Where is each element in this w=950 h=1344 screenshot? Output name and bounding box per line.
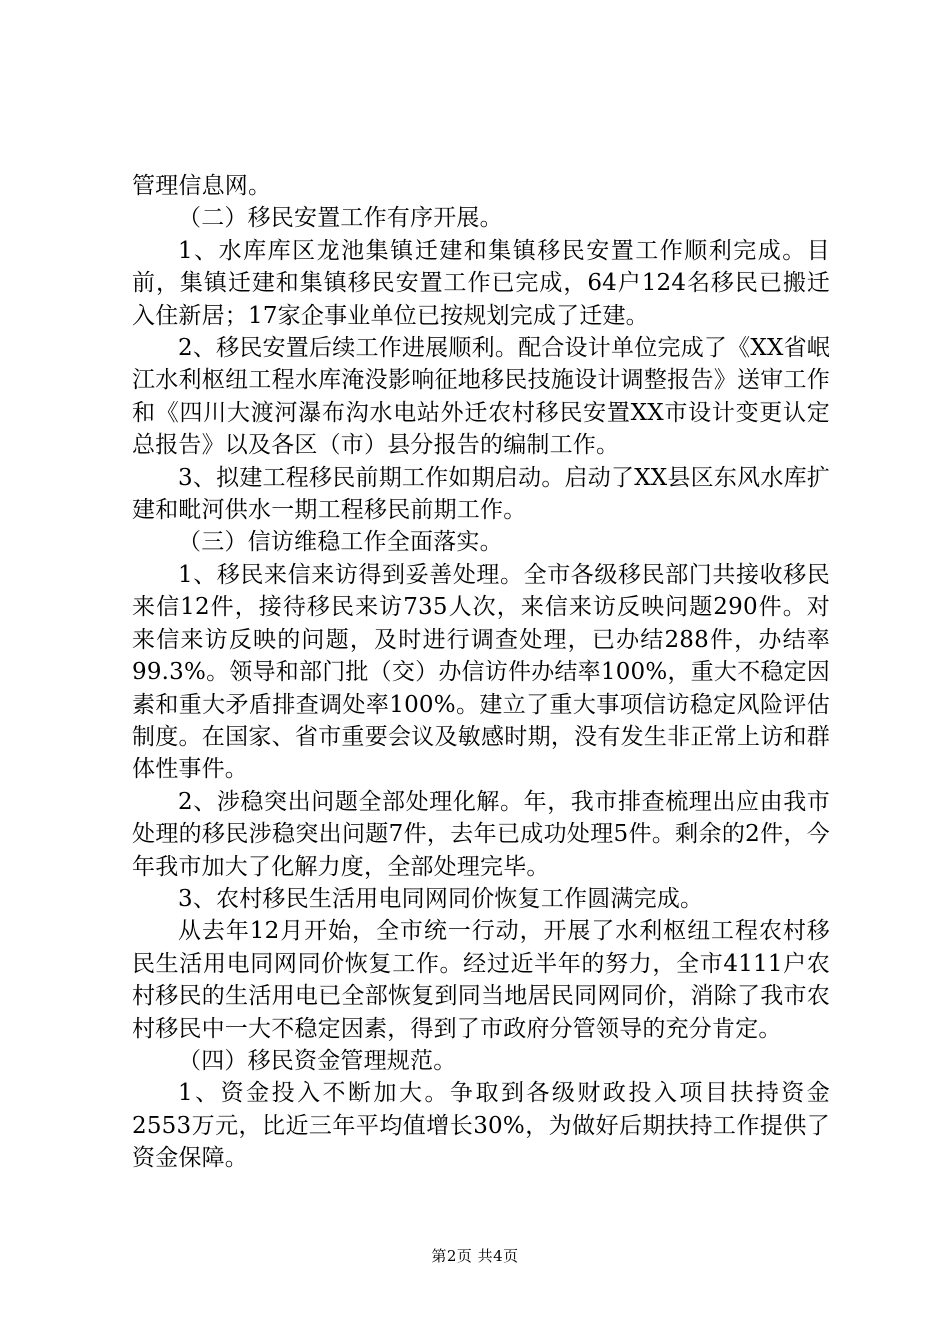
page-footer: 第2页 共4页 [431, 1247, 519, 1265]
paragraph: 3、拟建工程移民前期工作如期启动。启动了XX县区东风水库扩建和毗河供水一期工程移民前期工作。 [132, 464, 830, 524]
section-heading: （四）移民资金管理规范。 [178, 1047, 457, 1074]
paragraph: 1、移民来信来访得到妥善处理。全市各级移民部门共接收移民来信12件，接待移民来访735人次，来信来访反映问题290件。对来信来访反映的问题，及时进行调查处理，已办结288件，办结率99.3%。领导和部门批（交）办信访件办结率100%，重大不稳定因素和重大矛盾排查调处率100%。建立了重大事项信访稳定风险评估制度。在国家、省市重要会议及敏感时期，没有发生非正常上访和群体性事件。 [132, 561, 830, 783]
document-body [132, 170, 830, 1175]
paragraph: 管理信息网。 [132, 173, 272, 199]
paragraph: 2、移民安置后续工作进展顺利。配合设计单位完成了《XX省岷江水利枢纽工程水库淹没影响征地移民技施设计调整报告》送审工作和《四川大渡河瀑布沟水电站外迁农村移民安置XX市设计变更认定总报告》以及各区（市）县分报告的编制工作。 [132, 335, 830, 459]
paragraph: 从去年12月开始，全市统一行动，开展了水利枢纽工程农村移民生活用电同网同价恢复工作。经过近半年的努力，全市4111户农村移民的生活用电已全部恢复到同当地居民同网同价，消除了我市农村移民中一大不稳定因素，得到了市政府分管领导的充分肯定。 [132, 918, 830, 1042]
section-heading: （二）移民安置工作有序开展。 [178, 205, 503, 232]
paragraph: 1、水库库区龙池集镇迁建和集镇移民安置工作顺利完成。目前，集镇迁建和集镇移民安置工作已完成，64户124名移民已搬迁入住新居；17家企事业单位已按规划完成了迁建。 [132, 237, 830, 329]
paragraph: 3、农村移民生活用电同网同价恢复工作圆满完成。 [178, 885, 704, 912]
paragraph: 2、涉稳突出问题全部处理化解。年，我市排查梳理出应由我市处理的移民涉稳突出问题7件，去年已成功处理5件。剩余的2件，今年我市加大了化解力度，全部处理完毕。 [132, 788, 830, 880]
section-heading: （三）信访维稳工作全面落实。 [178, 529, 503, 556]
paragraph: 1、资金投入不断加大。争取到各级财政投入项目扶持资金2553万元，比近三年平均值增长30%，为做好后期扶持工作提供了资金保障。 [132, 1080, 830, 1172]
